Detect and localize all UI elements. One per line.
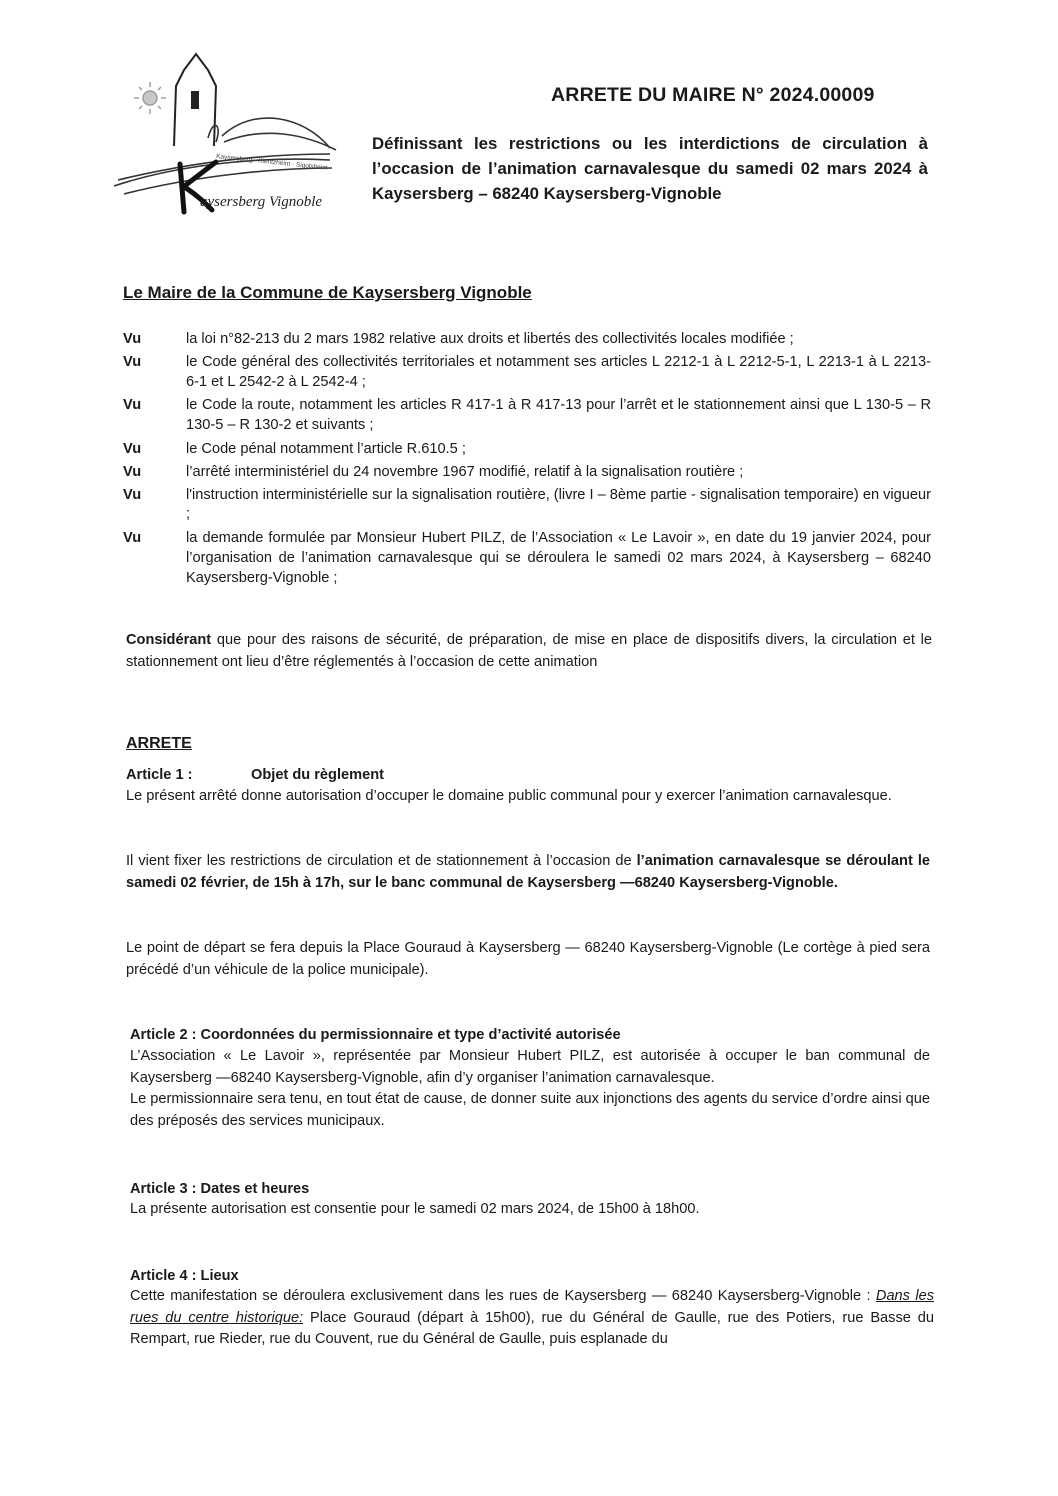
considerant-lead: Considérant xyxy=(126,632,212,648)
commune-logo xyxy=(104,46,356,218)
article4-p1-emphasis: Dans les rues du centre historique: xyxy=(130,1288,935,1326)
vu-label: Vu xyxy=(123,530,142,547)
vu-text: le Code général des collectivités territoriales et notamment ses articles L 2212-1 à L 2212-5-1, L 2213-1 à L 2213-6-1 et L 2542-2 à L 2542-4 ; xyxy=(186,353,931,390)
vu-text: le Code la route, notamment les articles R 417-1 à R 417-13 pour l’arrêt et le stationnement ainsi que L 130-5 – R 130-5 – R 130-2 et suivants ; xyxy=(186,397,931,434)
considerant-text: que pour des raisons de sécurité, de préparation, de mise en place de dispositifs divers, la circulation et le stationnement ont lieu d’être réglementés à l’occasion de cette animation xyxy=(126,632,932,670)
vu-label: Vu xyxy=(123,463,142,480)
vu-label: Vu xyxy=(123,440,142,457)
article1-p2-text: Il vient fixer les restrictions de circulation et de stationnement à l’occasion de xyxy=(126,853,637,869)
vu-label: Vu xyxy=(123,331,142,347)
vu-item xyxy=(123,440,931,460)
vu-label: Vu xyxy=(123,486,142,503)
vu-label: Vu xyxy=(123,397,142,414)
logo-small-text: Kaysersberg · Kientzheim · Sigolsheim xyxy=(215,153,328,172)
considerant-paragraph xyxy=(126,630,932,673)
article4-paragraph-1 xyxy=(130,1286,934,1351)
vu-list xyxy=(123,330,931,589)
vu-text: la demande formulée par Monsieur Hubert PILZ, de l’Association « Le Lavoir », en date du 19 janvier 2024, pour l’organisation de l’animation carnavalesque qui se déroulera le samedi 02 mars 2024, à Kaysersberg – 68240 Kaysersberg-Vignoble ; xyxy=(186,530,931,586)
vu-item xyxy=(123,396,931,436)
sun-icon xyxy=(134,82,166,114)
vu-text: l’arrêté interministériel du 24 novembre 1967 modifié, relatif à la signalisation routière ; xyxy=(186,463,744,480)
article4-p1-text: Cette manifestation se déroulera exclusivement dans les rues de Kaysersberg — 68240 Kaysersberg-Vignoble : xyxy=(130,1288,876,1304)
decree-subtitle: Définissant les restrictions ou les interdictions de circulation à l’occasion de l’animation carnavalesque du samedi 02 mars 2024 à Kaysersberg – 68240 Kaysersberg-Vignoble xyxy=(372,134,928,203)
mayor-heading: Le Maire de la Commune de Kaysersberg Vignoble xyxy=(123,283,532,302)
vu-item xyxy=(123,353,931,393)
vu-text: la loi n°82-213 du 2 mars 1982 relative aux droits et libertés des collectivités locales modifiée ; xyxy=(186,331,794,347)
article1-paragraph-1: Le présent arrêté donne autorisation d’occuper le domaine public communal pour y exercer l’animation carnavalesque. xyxy=(126,788,892,804)
article1-p2-bold: l’animation carnavalesque se déroulant le samedi 02 février, de 15h à 17h, sur le banc communal de Kaysersberg —68240 Kaysersberg-Vignoble. xyxy=(126,853,930,891)
kaysersberg-vignoble-logo-graphic xyxy=(104,46,356,218)
vu-label: Vu xyxy=(123,353,142,370)
vu-item xyxy=(123,529,931,588)
article1-paragraph-2 xyxy=(126,851,930,894)
article4-heading: Article 4 : Lieux xyxy=(130,1268,239,1284)
logo-wordmark: aysersberg Vignoble xyxy=(200,194,323,210)
vu-text: l'instruction interministérielle sur la signalisation routière, (livre I – 8ème partie - signalisation temporaire) en vigueur ; xyxy=(186,486,931,523)
article2-paragraph-1: L’Association « Le Lavoir », représentée par Monsieur Hubert PILZ, est autorisée à occuper le ban communal de Kaysersberg —68240 Kaysersberg-Vignoble, afin d’y organiser l’animation carnavalesque. xyxy=(130,1048,930,1086)
article3-heading: Article 3 : Dates et heures xyxy=(130,1181,310,1197)
article1-paragraph-3: Le point de départ se fera depuis la Place Gouraud à Kaysersberg — 68240 Kaysersberg-Vignoble (Le cortège à pied sera précédé d’un véhicule de la police municipale). xyxy=(126,940,930,978)
article2-heading: Article 2 : Coordonnées du permissionnaire et type d’activité autorisée xyxy=(130,1027,621,1043)
arrete-heading: ARRETE xyxy=(126,735,192,752)
article1-label: Article 1 : xyxy=(126,767,193,783)
article2-paragraph-2: Le permissionnaire sera tenu, en tout état de cause, de donner suite aux injonctions des agents du service d’ordre ainsi que des préposés des services municipaux. xyxy=(130,1091,930,1129)
article1-title: Objet du règlement xyxy=(251,767,384,783)
decree-title: ARRETE DU MAIRE N° 2024.00009 xyxy=(551,84,875,106)
vu-item xyxy=(123,486,931,526)
vu-item xyxy=(123,463,931,483)
vu-item xyxy=(123,330,931,350)
article3-paragraph-1: La présente autorisation est consentie pour le samedi 02 mars 2024, de 15h00 à 18h00. xyxy=(130,1201,700,1217)
vu-text: le Code pénal notamment l’article R.610.5 ; xyxy=(186,440,466,457)
article4-p1-end: Place Gouraud (départ à 15h00), rue du Général de Gaulle, rue des Potiers, rue Basse du Rempart, rue Rieder, rue du Couvent, rue du Général de Gaulle, puis esplanade du xyxy=(130,1309,934,1347)
